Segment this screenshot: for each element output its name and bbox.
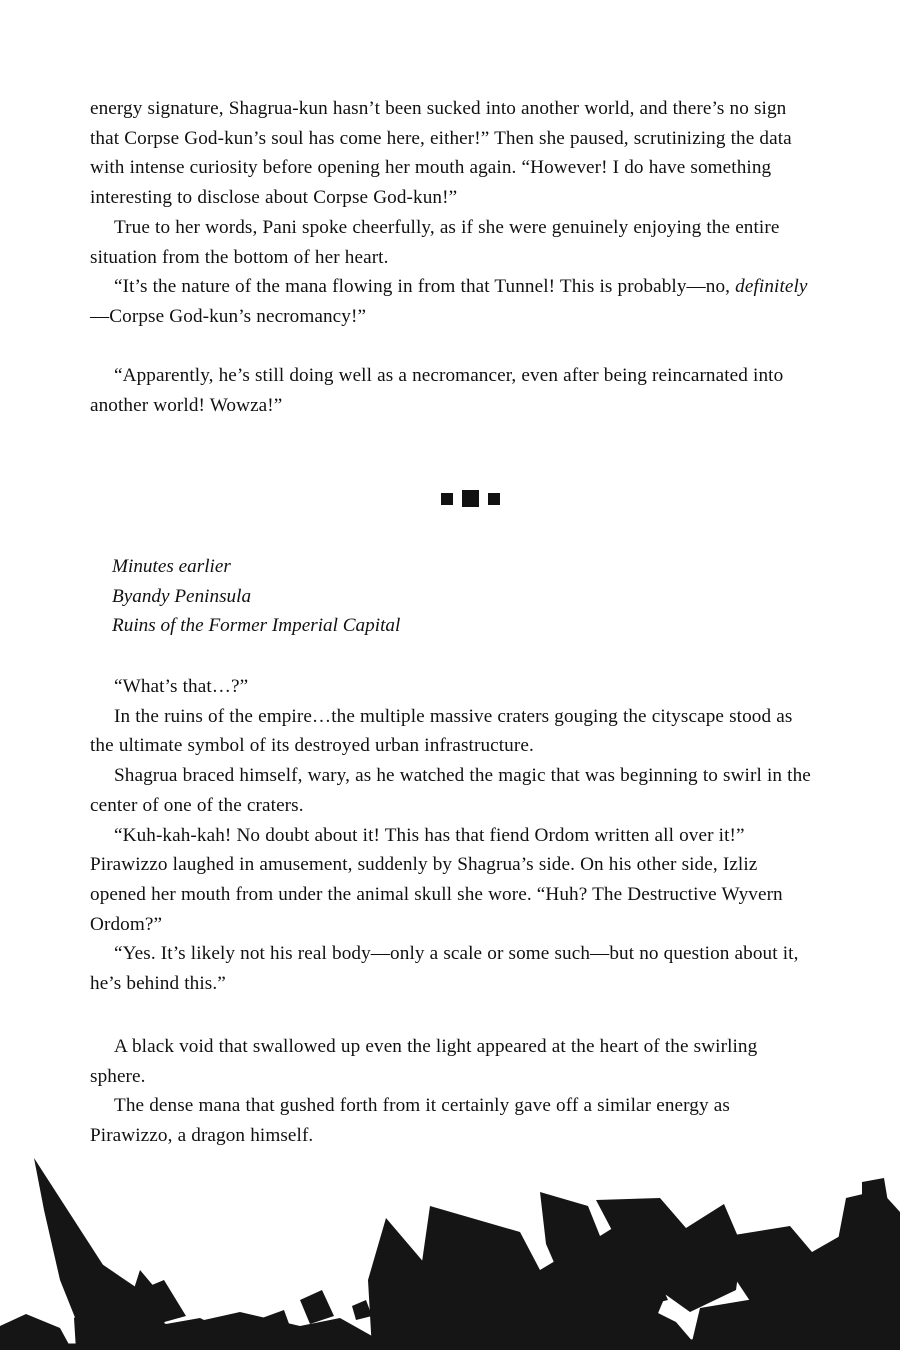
paragraph: A black void that swallowed up even the light appeared at the heart of the swirling sphere. [90, 1036, 758, 1087]
square-icon-center [462, 490, 479, 507]
scene-heading-line-location: Ruins of the Former Imperial Capital [112, 615, 401, 637]
body-text-block-one [90, 94, 812, 421]
rubble-silhouette-illustration [0, 1140, 900, 1350]
body-text-block-three [90, 1032, 812, 1151]
paragraph: “Kuh-kah-kah! No doubt about it! This has that fiend Ordom written all over it!” Pirawizzo laughed in amusement, suddenly by Shagrua’s side. On his other side, Izliz opened her mouth from under the animal skull she wore. “Huh? The Destructive Wyvern Ordom?” [90, 824, 783, 935]
paragraph: In the ruins of the empire…the multiple massive craters gouging the cityscape stood as the ultimate symbol of its destroyed urban infrastructure. [90, 705, 793, 757]
paragraph-continuation: energy signature, Shagrua-kun hasn’t been sucked into another world, and there’s no sign that Corpse God-kun’s soul has come here, either!” Then she paused, scrutinizing the data with intense curiosity before opening her mouth again. “However! I do have something interesting to disclose about Corpse God-kun!” [90, 98, 792, 209]
paragraph-spacer [90, 332, 812, 362]
paragraph: “Apparently, he’s still doing well as a necromancer, even after being reincarnated into another world! Wowza!” [90, 365, 784, 417]
paragraph: “What’s that…?” [114, 676, 249, 697]
paragraph-text-tail: —Corpse God-kun’s necromancy!” [90, 305, 367, 327]
paragraph: True to her words, Pani spoke cheerfully, as if she were genuinely enjoying the entire situation from the bottom of her heart. [90, 216, 780, 268]
paragraph: “Yes. It’s likely not his real body—only a scale or some such—but no question about it, he’s behind this.” [90, 943, 799, 995]
scene-heading-line-place: Byandy Peninsula [112, 585, 252, 607]
scene-setting-heading [112, 552, 712, 641]
paragraph: The dense mana that gushed forth from it certainly gave off a similar energy as Pirawizzo, a dragon himself. [90, 1095, 730, 1147]
paragraph: Shagrua braced himself, wary, as he watched the magic that was beginning to swirl in the center of one of the craters. [90, 765, 811, 816]
paragraph-with-italic [90, 272, 812, 331]
scene-heading-line-time: Minutes earlier [112, 556, 231, 577]
body-text-block-two [90, 672, 812, 999]
scene-break-ornament [0, 490, 900, 507]
emphasis-definitely: definitely [735, 276, 808, 298]
square-icon-left [441, 493, 453, 505]
square-icon-right [488, 493, 500, 505]
paragraph-text-lead: “It’s the nature of the mana flowing in from that Tunnel! This is probably—no, [114, 276, 736, 298]
